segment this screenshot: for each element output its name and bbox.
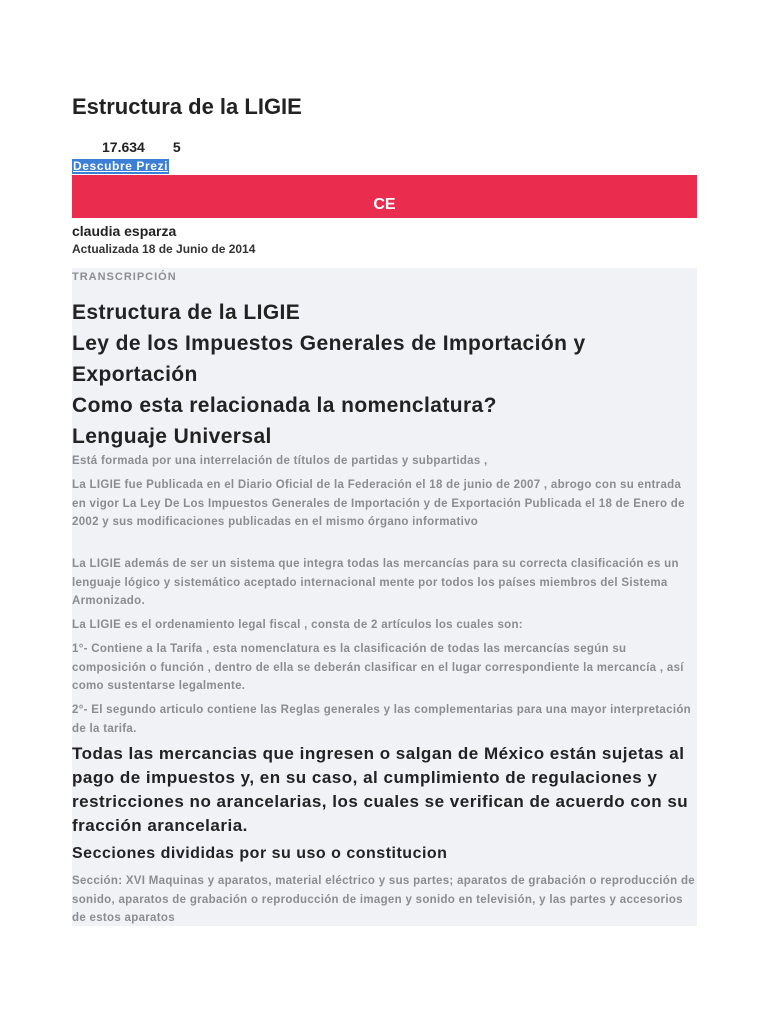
discover-prezi-link[interactable]: Descubre Prezi: [73, 159, 169, 173]
transcript-paragraph: La LIGIE es el ordenamiento legal fiscal , consta de 2 artículos los cuales son:: [72, 619, 523, 631]
transcript-paragraph: La LIGIE además de ser un sistema que integra todas las mercancías para su correcta clasificación es un lenguaje lógico y sistemático aceptado internacional mente por todos los países miembros del Sistema Armonizado.: [72, 558, 679, 608]
transcript-paragraph: La LIGIE fue Publicada en el Diario Oficial de la Federación el 18 de junio de 2007 , abrogo con su entrada en vigor La Ley De Los Impuestos Generales de Importación y de Exportación Publicada el 18 de Enero de 2002 y sus modificaciones publicadas en el mismo órgano informativo: [72, 479, 685, 529]
author-name[interactable]: claudia esparza: [72, 223, 177, 239]
stats-row: [102, 139, 181, 155]
transcript-heading: Ley de los Impuestos Generales de Importación y Exportación: [72, 332, 586, 386]
updated-date: Actualizada 18 de Junio de 2014: [72, 242, 256, 256]
section-heading: Secciones divididas por su uso o constitucion: [72, 845, 448, 862]
transcript-heading: Lenguaje Universal: [72, 425, 272, 448]
views-count: 17.634: [102, 139, 145, 155]
emphasis-paragraph: Todas las mercancias que ingresen o salgan de México están sujetas al pago de impuestos y, en su caso, al cumplimiento de regulaciones y restricciones no arancelarias, los cuales se verifican de acuerdo con su fracción arancelaria.: [72, 744, 689, 835]
transcript-label: TRANSCRIPCIÓN: [72, 271, 177, 283]
likes-count: 5: [172, 139, 181, 155]
section-paragraph: Sección: XVI Maquinas y aparatos, material eléctrico y sus partes; aparatos de grabación o reproducción de sonido, aparatos de grabación o reproducción de imagen y sonido en televisión, y las partes y accesorios de estos aparatos: [72, 875, 695, 925]
transcript-paragraph: Está formada por una interrelación de títulos de partidas y subpartidas ,: [72, 455, 488, 467]
page-title: Estructura de la LIGIE: [72, 94, 302, 119]
transcript-heading: Estructura de la LIGIE: [72, 301, 301, 324]
banner-initials: CE: [373, 196, 396, 213]
transcript-paragraph: 1°- Contiene a la Tarifa , esta nomenclatura es la clasificación de todas las mercancías según su composición o función , dentro de ella se deberán clasificar en el lugar correspondiente la mercancía , así como sustentarse legalmente.: [72, 643, 684, 693]
transcript-heading: Como esta relacionada la nomenclatura?: [72, 394, 497, 417]
transcript-paragraph: 2°- El segundo articulo contiene las Reglas generales y las complementarias para una mayor interpretación de la tarifa.: [72, 704, 691, 735]
